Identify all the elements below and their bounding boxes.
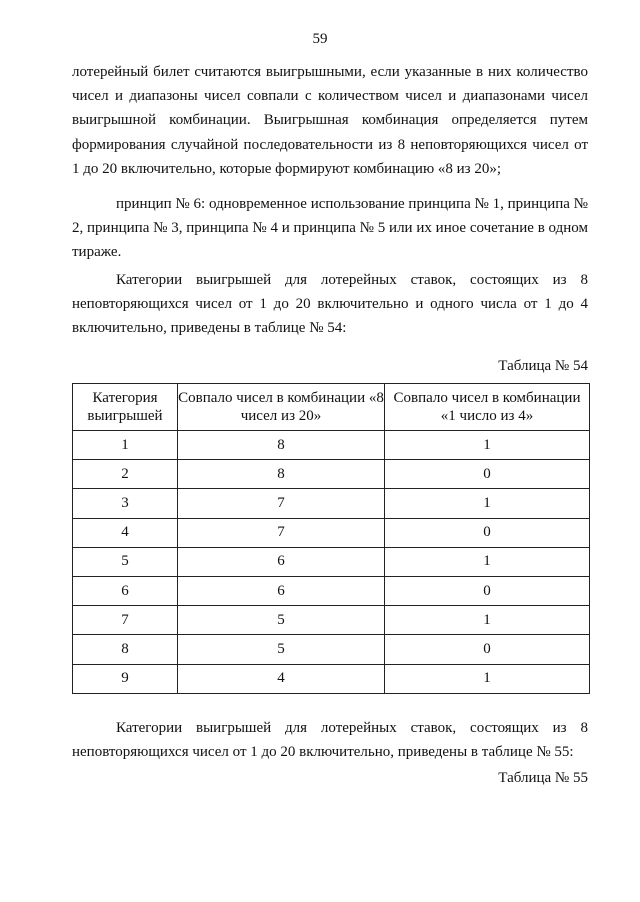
cell-match-8-of-20: 4 — [178, 664, 385, 693]
cell-category: 1 — [73, 431, 178, 460]
header-1-of-4: Совпало чисел в комбинации «1 число из 4» — [385, 384, 590, 431]
paragraph-table54-intro: Категории выигрышей для лотерейных ставок, состоящих из 8 неповторяющихся чисел от 1 до 20 включительно и одного числа от 1 до 4 включительно, приведены в таблице № 54: — [72, 272, 588, 337]
table-row — [73, 606, 590, 635]
table-54 — [72, 383, 590, 694]
cell-match-8-of-20: 5 — [178, 606, 385, 635]
table-row — [73, 460, 590, 489]
table-54-body — [73, 431, 590, 694]
cell-match-1-of-4: 1 — [385, 431, 590, 460]
cell-match-8-of-20: 6 — [178, 576, 385, 605]
table-row — [73, 518, 590, 547]
paragraph-table55-intro: Категории выигрышей для лотерейных ставок, состоящих из 8 неповторяющихся чисел от 1 до 20 включительно, приведены в таблице № 55: — [72, 720, 588, 761]
cell-category: 4 — [73, 518, 178, 547]
table-55-caption: Таблица № 55 — [498, 770, 588, 786]
cell-category: 9 — [73, 664, 178, 693]
cell-category: 2 — [73, 460, 178, 489]
cell-match-1-of-4: 0 — [385, 460, 590, 489]
cell-match-1-of-4: 0 — [385, 635, 590, 664]
table-row — [73, 547, 590, 576]
page-number: 59 — [312, 31, 328, 47]
cell-category: 5 — [73, 547, 178, 576]
paragraph-lottery-ticket: лотерейный билет считаются выигрышными, если указанные в них количество чисел и диапазоны чисел совпали с количеством чисел и диапазонами чисел выигрышной комбинации. Выигрышная комбинация определяется путем формирования случайной последовательности из 8 неповторяющихся чисел от 1 до 20 включительно, которые формируют комбинацию «8 из 20»; — [72, 64, 588, 177]
header-category: Категория выигрышей — [73, 384, 178, 431]
paragraph-principle-6: принцип № 6: одновременное использование принципа № 1, принципа № 2, принципа № 3, принципа № 4 и принципа № 5 или их иное сочетание в одном тираже. — [72, 196, 588, 261]
header-8-of-20: Совпало чисел в комбинации «8 чисел из 20» — [178, 384, 385, 431]
cell-match-1-of-4: 1 — [385, 547, 590, 576]
cell-match-1-of-4: 0 — [385, 576, 590, 605]
table-row — [73, 489, 590, 518]
cell-match-1-of-4: 0 — [385, 518, 590, 547]
table-row — [73, 431, 590, 460]
cell-match-8-of-20: 6 — [178, 547, 385, 576]
cell-match-8-of-20: 8 — [178, 431, 385, 460]
table-row — [73, 664, 590, 693]
cell-match-1-of-4: 1 — [385, 489, 590, 518]
cell-match-8-of-20: 8 — [178, 460, 385, 489]
table-header-row — [73, 384, 590, 431]
table-row — [73, 635, 590, 664]
cell-match-8-of-20: 7 — [178, 518, 385, 547]
cell-match-8-of-20: 5 — [178, 635, 385, 664]
cell-category: 3 — [73, 489, 178, 518]
cell-match-1-of-4: 1 — [385, 606, 590, 635]
cell-category: 8 — [73, 635, 178, 664]
cell-match-1-of-4: 1 — [385, 664, 590, 693]
cell-match-8-of-20: 7 — [178, 489, 385, 518]
table-row — [73, 576, 590, 605]
cell-category: 7 — [73, 606, 178, 635]
cell-category: 6 — [73, 576, 178, 605]
table-54-caption: Таблица № 54 — [498, 358, 588, 374]
